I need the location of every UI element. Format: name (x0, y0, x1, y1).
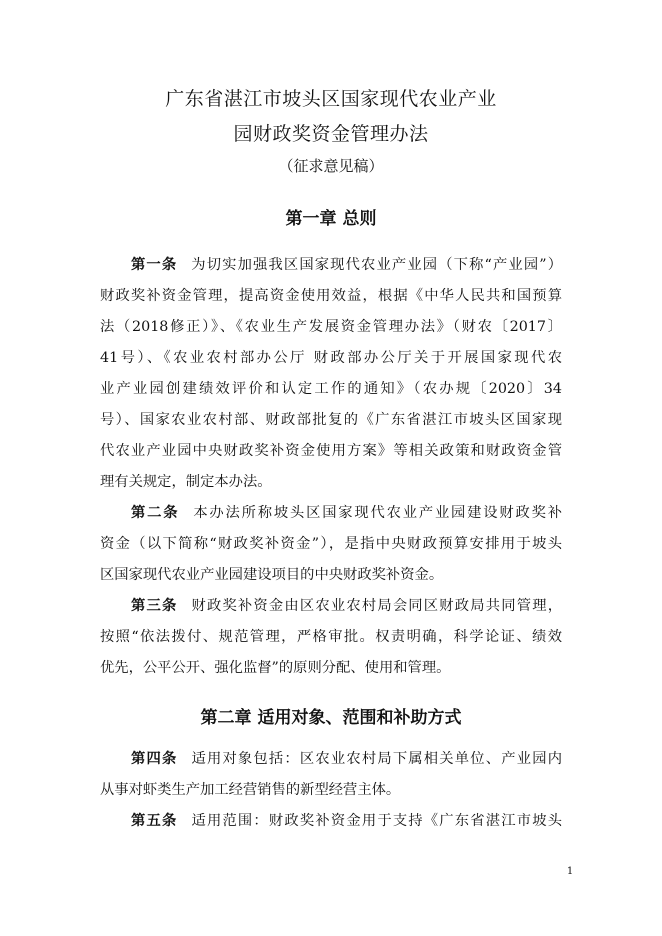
article-4-line (100, 744, 562, 775)
article-2-text: 本办法所称坡头区国家现代农业产业园建设财政奖补 (193, 505, 562, 521)
article-3-line (100, 591, 562, 622)
article-2-line: 资金（以下简称“财政奖补资金”），是指中央财政预算安排用于坡头 (100, 536, 562, 552)
chapter-2-heading: 第二章 适用对象、范围和补助方式 (200, 708, 462, 728)
article-1-line: 号）、国家农业农村部、财政部批复的《广东省湛江市坡头区国家现 (100, 412, 562, 428)
article-1-line: 理有关规定，制定本办法。 (100, 474, 272, 490)
article-5-text: 适用范围：财政奖补资金用于支持《广东省湛江市坡头 (191, 813, 562, 829)
article-4-line: 从事对虾类生产加工经营销售的新型经营主体。 (100, 782, 401, 798)
article-2-label: 第二条 (131, 505, 180, 521)
article-1-line: 代农业产业园中央财政奖补资金使用方案》等相关政策和财政资金管 (100, 443, 562, 459)
article-1-line: 41号）、《农业农村部办公厅 财政部办公厅关于开展国家现代农 (100, 350, 562, 366)
article-3 (100, 591, 562, 684)
article-5-line (100, 806, 562, 837)
article-1-line: 财政奖补资金管理，提高资金使用效益，根据《中华人民共和国预算 (100, 288, 562, 304)
article-3-label: 第三条 (131, 598, 178, 614)
article-5 (100, 806, 562, 837)
article-2-line (100, 498, 562, 529)
article-1-line: 法（2018修正）》、《农业生产发展资金管理办法》（财农〔2017〕 (100, 319, 562, 335)
document-title-line-1: 广东省湛江市坡头区国家现代农业产业 (165, 88, 497, 110)
article-3-line: 按照“依法拨付、规范管理，严格审批。权责明确，科学论证、绩效 (100, 629, 562, 645)
article-4 (100, 744, 562, 806)
article-4-label: 第四条 (131, 751, 178, 767)
article-4-text: 适用对象包括：区农业农村局下属相关单位、产业园内 (191, 751, 562, 767)
chapter-1-heading: 第一章 总则 (285, 209, 377, 229)
article-2-line: 区国家现代农业产业园建设项目的中央财政奖补资金。 (100, 567, 444, 583)
page-number: 1 (566, 866, 574, 877)
article-3-text: 财政奖补资金由区农业农村局会同区财政局共同管理， (191, 598, 562, 614)
article-1 (100, 250, 562, 498)
article-1-line: 业产业园创建绩效评价和认定工作的通知》（农办规〔2020〕34 (100, 381, 562, 397)
document-subtitle: （征求意见稿） (278, 157, 384, 175)
article-5-label: 第五条 (131, 813, 178, 829)
article-3-line: 优先，公平公开、强化监督”的原则分配、使用和管理。 (100, 660, 451, 676)
article-1-label: 第一条 (131, 257, 178, 273)
document-title-line-2: 园财政奖资金管理办法 (233, 123, 429, 145)
article-1-line (100, 250, 562, 281)
article-1-text: 为切实加强我区国家现代农业产业园（下称“产业园”） (191, 257, 562, 273)
article-2 (100, 498, 562, 591)
